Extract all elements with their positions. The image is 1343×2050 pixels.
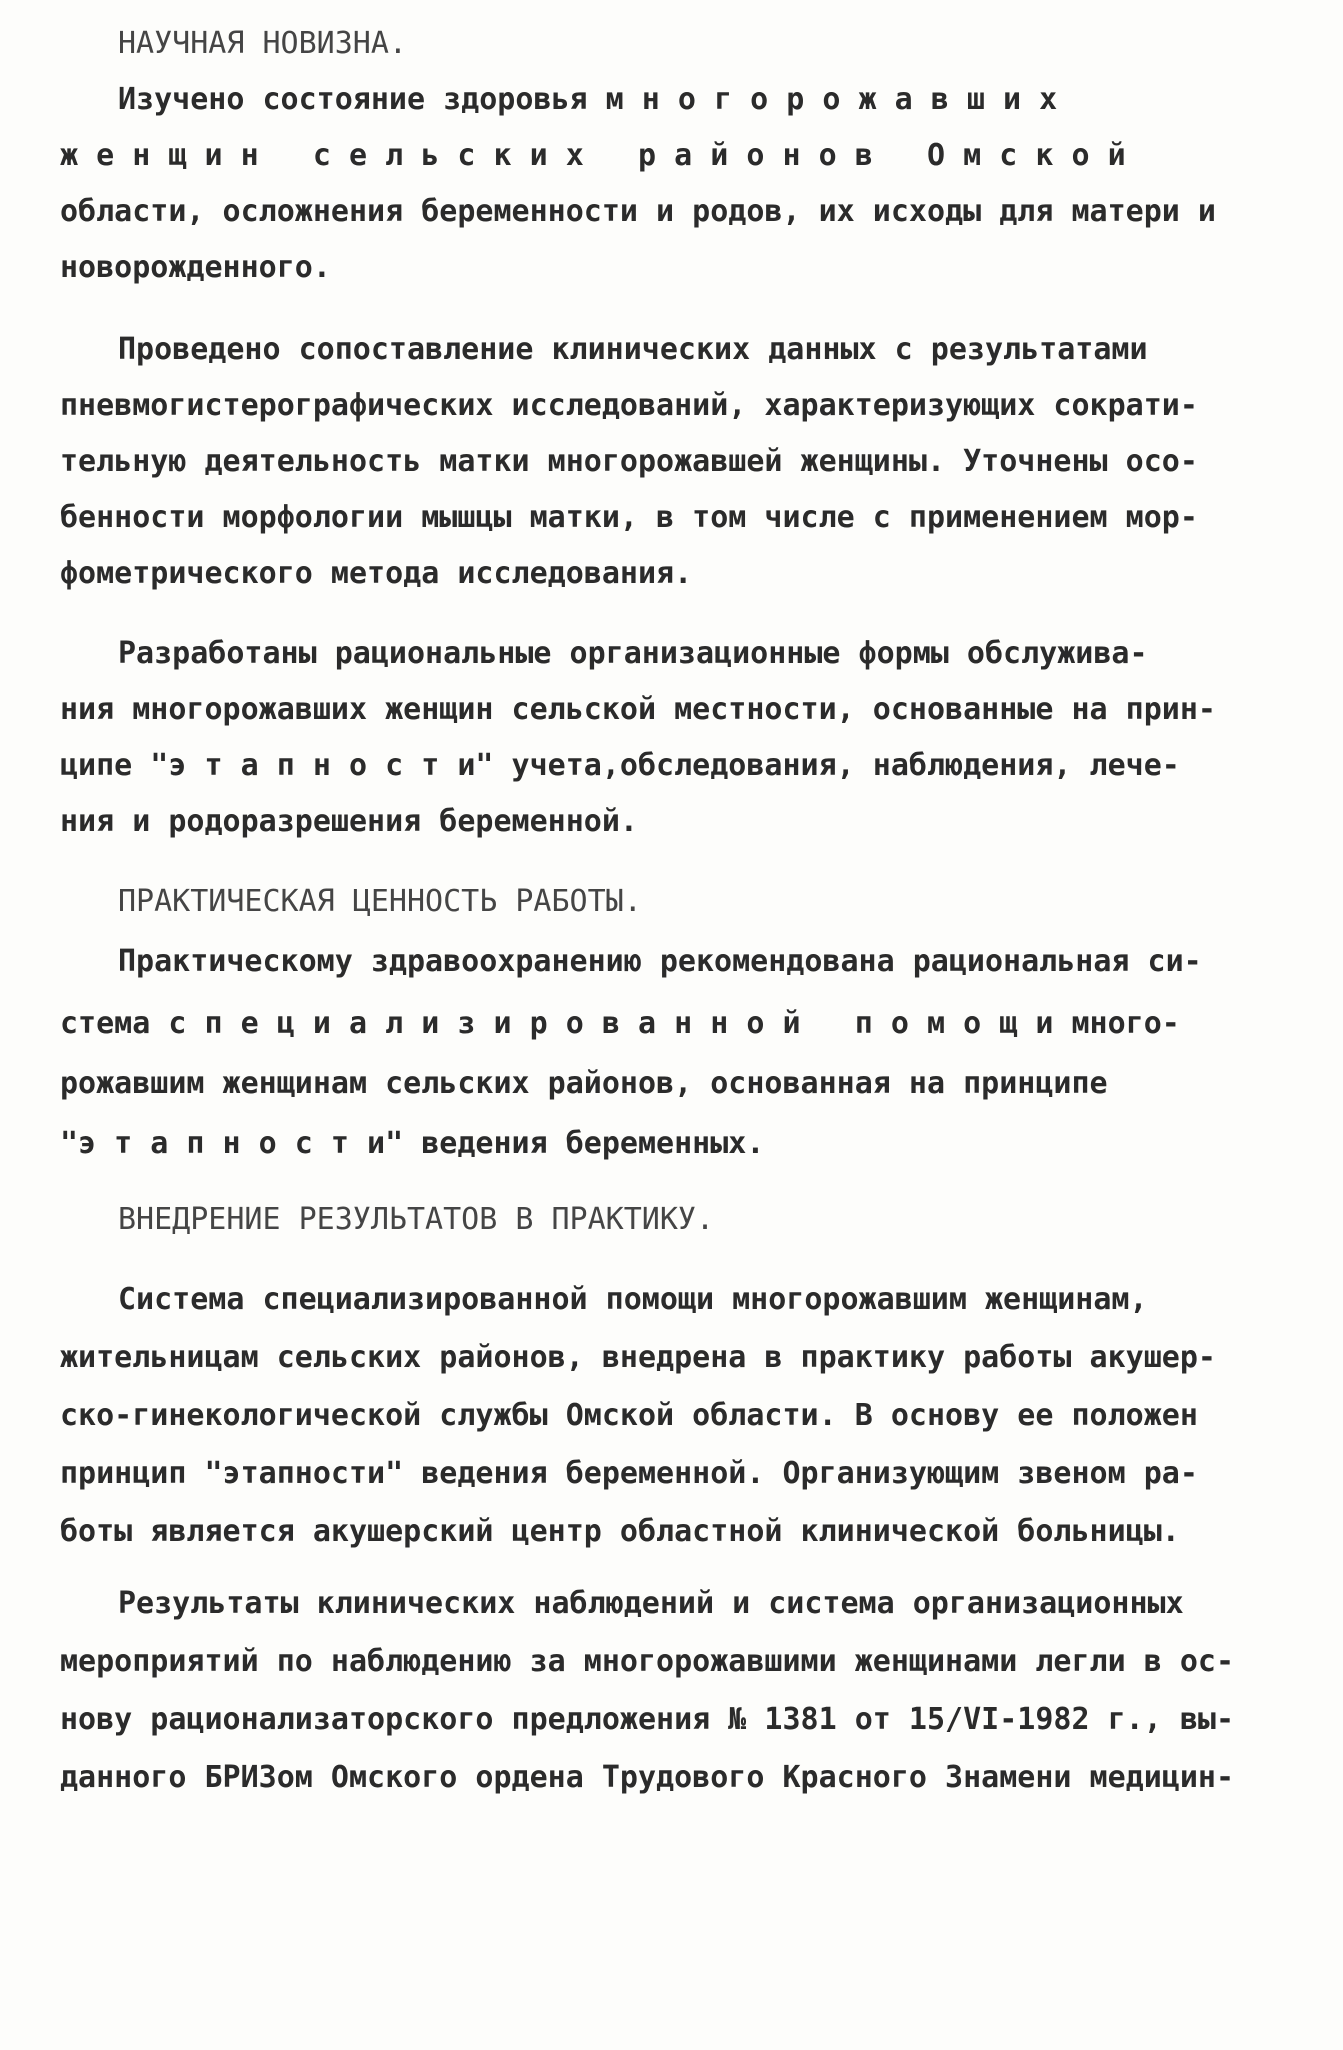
text-line: нову рационализаторского предложения № 1381 от 15/VI-1982 г., вы- [60,1702,1234,1737]
text-line: рожавшим женщинам сельских районов, основанная на принципе [60,1066,1108,1101]
text-line: боты является акушерский центр областной клинической больницы. [60,1514,1180,1549]
text-line: тельную деятельность матки многорожавшей женщины. Уточнены осо- [60,444,1198,479]
text-line: данного БРИЗом Омского ордена Трудового Красного Знамени медицин- [60,1760,1234,1795]
text-line: стема с п е ц и а л и з и р о в а н н о й п о м о щ и многo- [60,1006,1180,1041]
text-line: Система специализированной помощи многорожавшим женщинам, [118,1282,1148,1317]
section-heading-implementation: ВНЕДРЕНИЕ РЕЗУЛЬТАТОВ В ПРАКТИКУ. [118,1202,715,1237]
section-heading-novelty: НАУЧНАЯ НОВИЗНА. [118,26,407,61]
text-line: принцип "этапности" ведения беременной. Организующим звеном ра- [60,1456,1198,1491]
text-line: фометрического метода исследования. [60,556,693,591]
text-line: ния многорожавших женщин сельской местности, основанные на прин- [60,692,1216,727]
text-line: Изучено состояние здоровья м н о г о р о ж а в ш и х [118,82,1058,117]
text-line: новорожденного. [60,250,331,285]
text-line: ния и родоразрешения беременной. [60,804,638,839]
text-line: Проведено сопоставление клинических данных с результатами [118,332,1148,367]
text-line: ж е н щ и н с е л ь с к и х р а й о н о в О м с к о й [60,138,1126,173]
text-line: пневмогистерографических исследований, характеризующих сократи- [60,388,1198,423]
text-line: Практическому здравоохранению рекомендована рациональная си- [118,944,1202,979]
text-line: жительницам сельских районов, внедрена в практику работы акушер- [60,1340,1216,1375]
text-line: бенности морфологии мышцы матки, в том числе с применением мор- [60,500,1198,535]
text-line: Результаты клинических наблюдений и система организационных [118,1586,1184,1621]
text-line: мероприятий по наблюдению за многорожавшими женщинами легли в ос- [60,1644,1234,1679]
section-heading-practical: ПРАКТИЧЕСКАЯ ЦЕННОСТЬ РАБОТЫ. [118,884,642,919]
text-line: ско-гинекологической службы Омской области. В основу ее положен [60,1398,1198,1433]
text-line: "э т а п н о с т и" ведения беременных. [60,1126,765,1161]
text-line: Разработаны рациональные организационные формы обслужива- [118,636,1148,671]
text-line: области, осложнения беременности и родов, их исходы для матери и [60,194,1216,229]
text-line: ципе "э т а п н о с т и" учета,обследования, наблюдения, лече- [60,748,1180,783]
